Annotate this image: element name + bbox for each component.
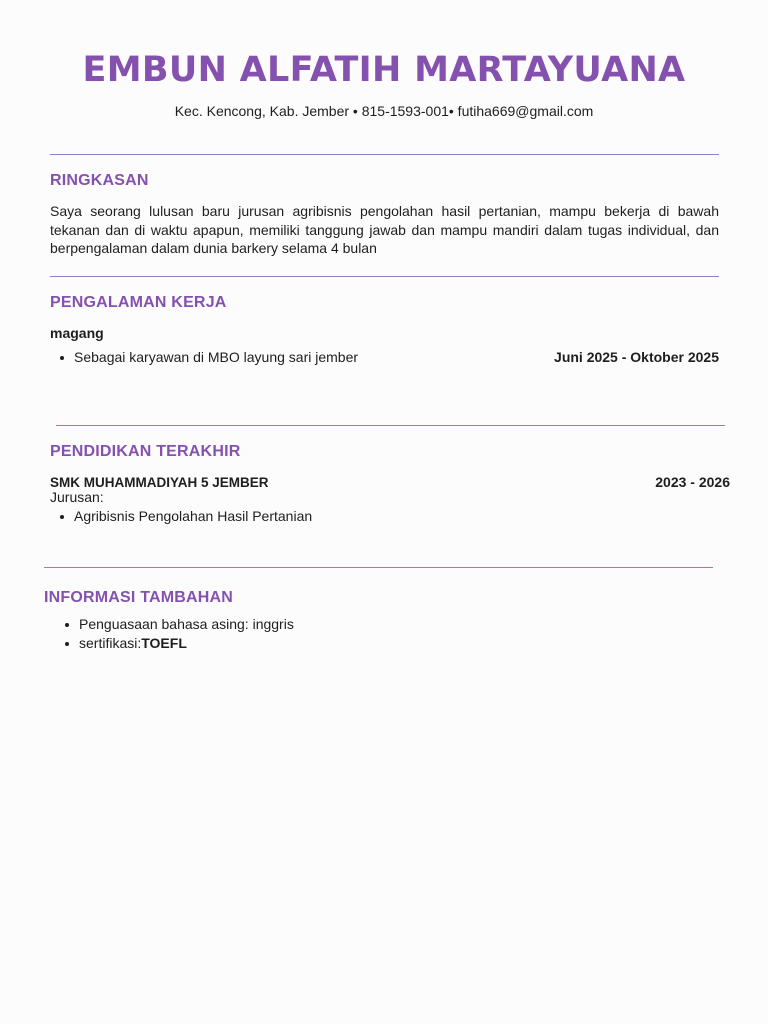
- list-item-certification: [55, 634, 294, 653]
- divider: [56, 425, 725, 426]
- divider: [44, 567, 713, 568]
- major-label: Jurusan:: [50, 489, 104, 505]
- section-title-additional: INFORMASI TAMBAHAN: [44, 589, 234, 606]
- cert-value: TOEFL: [141, 635, 187, 651]
- list-item: Sebagai karyawan di MBO layung sari jember: [50, 348, 358, 367]
- section-title-education: PENDIDIKAN TERAKHIR: [50, 443, 241, 460]
- section-title-summary: RINGKASAN: [50, 172, 149, 189]
- experience-date: Juni 2025 - Oktober 2025: [554, 349, 719, 365]
- contact-line: Kec. Kencong, Kab. Jember • 815-1593-001• futiha669@gmail.com: [174, 103, 594, 119]
- list-item: Agribisnis Pengolahan Hasil Pertanian: [50, 507, 312, 526]
- divider: [50, 154, 719, 155]
- school-name: SMK MUHAMMADIYAH 5 JEMBER: [50, 475, 269, 490]
- experience-list: [50, 348, 358, 367]
- education-list: [50, 507, 312, 526]
- summary-text: Saya seorang lulusan baru jurusan agribisnis pengolahan hasil pertanian, mampu bekerja di bawah tekanan dan di waktu apapun, memiliki tanggung jawab dan mampu mandiri dalam tugas individual, dan berpengalaman dalam dunia barkery selama 4 bulan: [50, 203, 719, 256]
- list-item-language: Penguasaan bahasa asing: inggris: [55, 615, 294, 634]
- divider: [50, 276, 719, 277]
- section-title-experience: PENGALAMAN KERJA: [50, 294, 227, 311]
- cert-label: sertifikasi:: [79, 635, 142, 651]
- job-title: magang: [50, 325, 104, 341]
- additional-list: [55, 615, 294, 653]
- education-date: 2023 - 2026: [655, 474, 730, 490]
- candidate-name: EMBUN ALFATIH MARTAYUANA: [82, 50, 686, 90]
